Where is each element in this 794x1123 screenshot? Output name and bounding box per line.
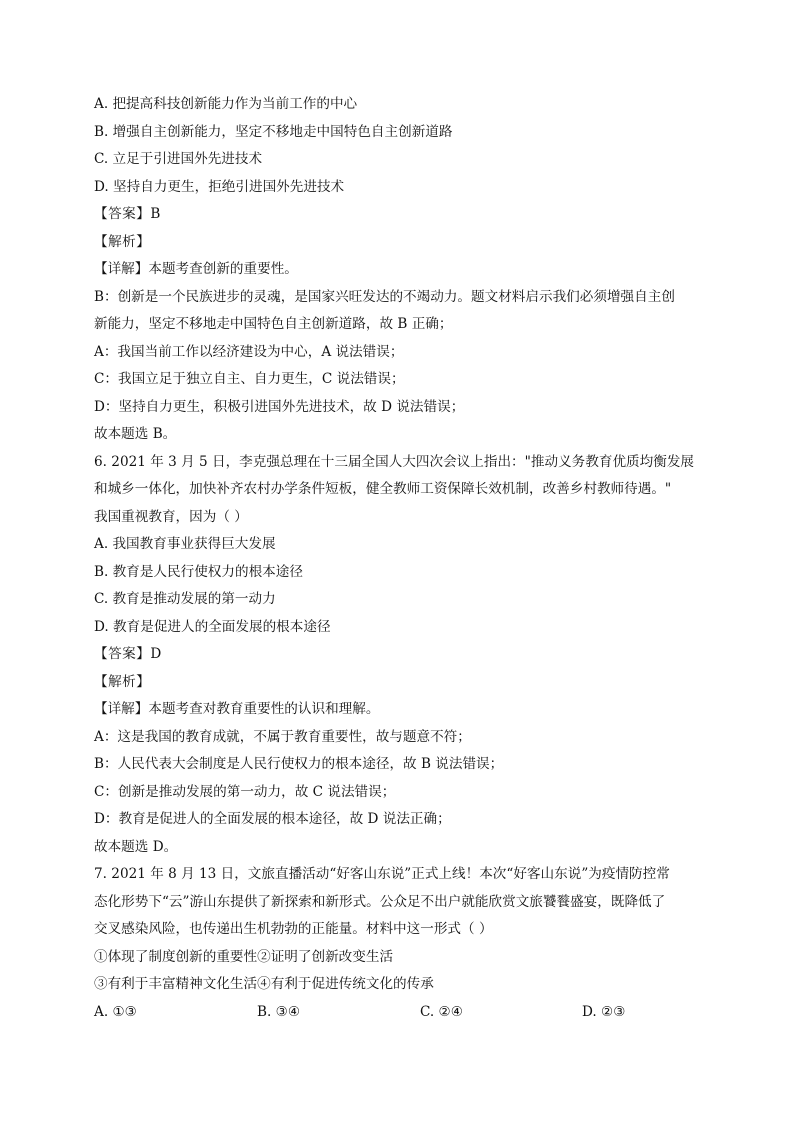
q5-option-a: A. 把提高科技创新能力作为当前工作的中心 bbox=[94, 96, 358, 112]
q6-answer: 【答案】D bbox=[94, 646, 162, 662]
q7-stem-line: 态化形势下“云”游山东提供了新探索和新形式。公众足不出户就能欣赏文旅饕餮盛宴，既降低了 bbox=[94, 893, 666, 910]
q5-detail-line: B：创新是一个民族进步的灵魂，是国家兴旺发达的不竭动力。题文材料启示我们必须增强自主创 bbox=[94, 288, 675, 305]
q7-stem-line: 交叉感染风险，也传递出生机勃勃的正能量。材料中这一形式（ ） bbox=[94, 921, 493, 937]
q5-detail-line: 【详解】本题考查创新的重要性。 bbox=[94, 261, 298, 277]
q6-analysis-label: 【解析】 bbox=[94, 673, 151, 690]
q6-detail-line: 【详解】本题考查对教育重要性的认识和理解。 bbox=[94, 701, 380, 717]
q5-detail-line: 新能力，坚定不移地走中国特色自主创新道路，故 B 正确； bbox=[94, 316, 453, 332]
q7-statements-line: ①体现了制度创新的重要性②证明了创新改变生活 bbox=[94, 948, 394, 965]
q6-option-d: D. 教育是促进人的全面发展的根本途径 bbox=[94, 618, 331, 635]
q5-detail-line: A：我国当前工作以经济建设为中心，A 说法错误； bbox=[94, 343, 404, 360]
q5-detail-line: D：坚持自力更生，积极引进国外先进技术，故 D 说法错误； bbox=[94, 398, 465, 415]
q5-option-b: B. 增强自主创新能力，坚定不移地走中国特色自主创新道路 bbox=[94, 123, 453, 140]
q6-option-a: A. 我国教育事业获得巨大发展 bbox=[94, 536, 276, 552]
q6-option-c: C. 教育是推动发展的第一动力 bbox=[94, 591, 276, 607]
q6-stem-line: 和城乡一体化，加快补齐农村办学条件短板，健全教师工资保障长效机制，改善乡村教师待遇。" bbox=[94, 481, 672, 497]
q6-conclusion: 故本题选 D。 bbox=[94, 838, 178, 855]
q7-choices bbox=[94, 999, 704, 1027]
document-page bbox=[94, 91, 704, 1026]
q7-statements-line: ③有利于丰富精神文化生活④有利于促进传统文化的传承 bbox=[94, 976, 434, 992]
q5-answer: 【答案】B bbox=[94, 206, 161, 222]
q5-conclusion: 故本题选 B。 bbox=[94, 426, 177, 442]
q7-choice-c: C. ②④ bbox=[420, 1003, 463, 1020]
q5-option-c: C. 立足于引进国外先进技术 bbox=[94, 151, 263, 167]
q6-stem-line: 6. 2021 年 3 月 5 日，李克强总理在十三届全国人大四次会议上指出："推动义务教育优质均衡发展 bbox=[94, 453, 695, 470]
q7-stem-line: 7. 2021 年 8 月 13 日，文旅直播活动“好客山东说”正式上线！本次“好客山东说”为疫情防控常 bbox=[94, 866, 670, 882]
q7-choice-d: D. ②③ bbox=[582, 1003, 626, 1020]
q5-detail-line: C：我国立足于独立自主、自力更生，C 说法错误； bbox=[94, 371, 405, 387]
q6-detail-line: A：这是我国的教育成就，不属于教育重要性，故与题意不符； bbox=[94, 728, 471, 745]
q6-stem-line: 我国重视教育，因为（ ） bbox=[94, 508, 248, 525]
q5-option-d: D. 坚持自力更生，拒绝引进国外先进技术 bbox=[94, 178, 345, 195]
q6-detail-line: D：教育是促进人的全面发展的根本途径，故 D 说法正确； bbox=[94, 811, 451, 827]
q6-detail-line: C：创新是推动发展的第一动力，故 C 说法错误； bbox=[94, 783, 396, 800]
q6-detail-line: B：人民代表大会制度是人民行使权力的根本途径，故 B 说法错误； bbox=[94, 756, 504, 772]
q5-analysis-label: 【解析】 bbox=[94, 233, 151, 250]
q7-choice-b: B. ③④ bbox=[257, 1003, 301, 1020]
q6-option-b: B. 教育是人民行使权力的根本途径 bbox=[94, 563, 303, 580]
q7-choice-a: A. ①③ bbox=[94, 1003, 137, 1020]
